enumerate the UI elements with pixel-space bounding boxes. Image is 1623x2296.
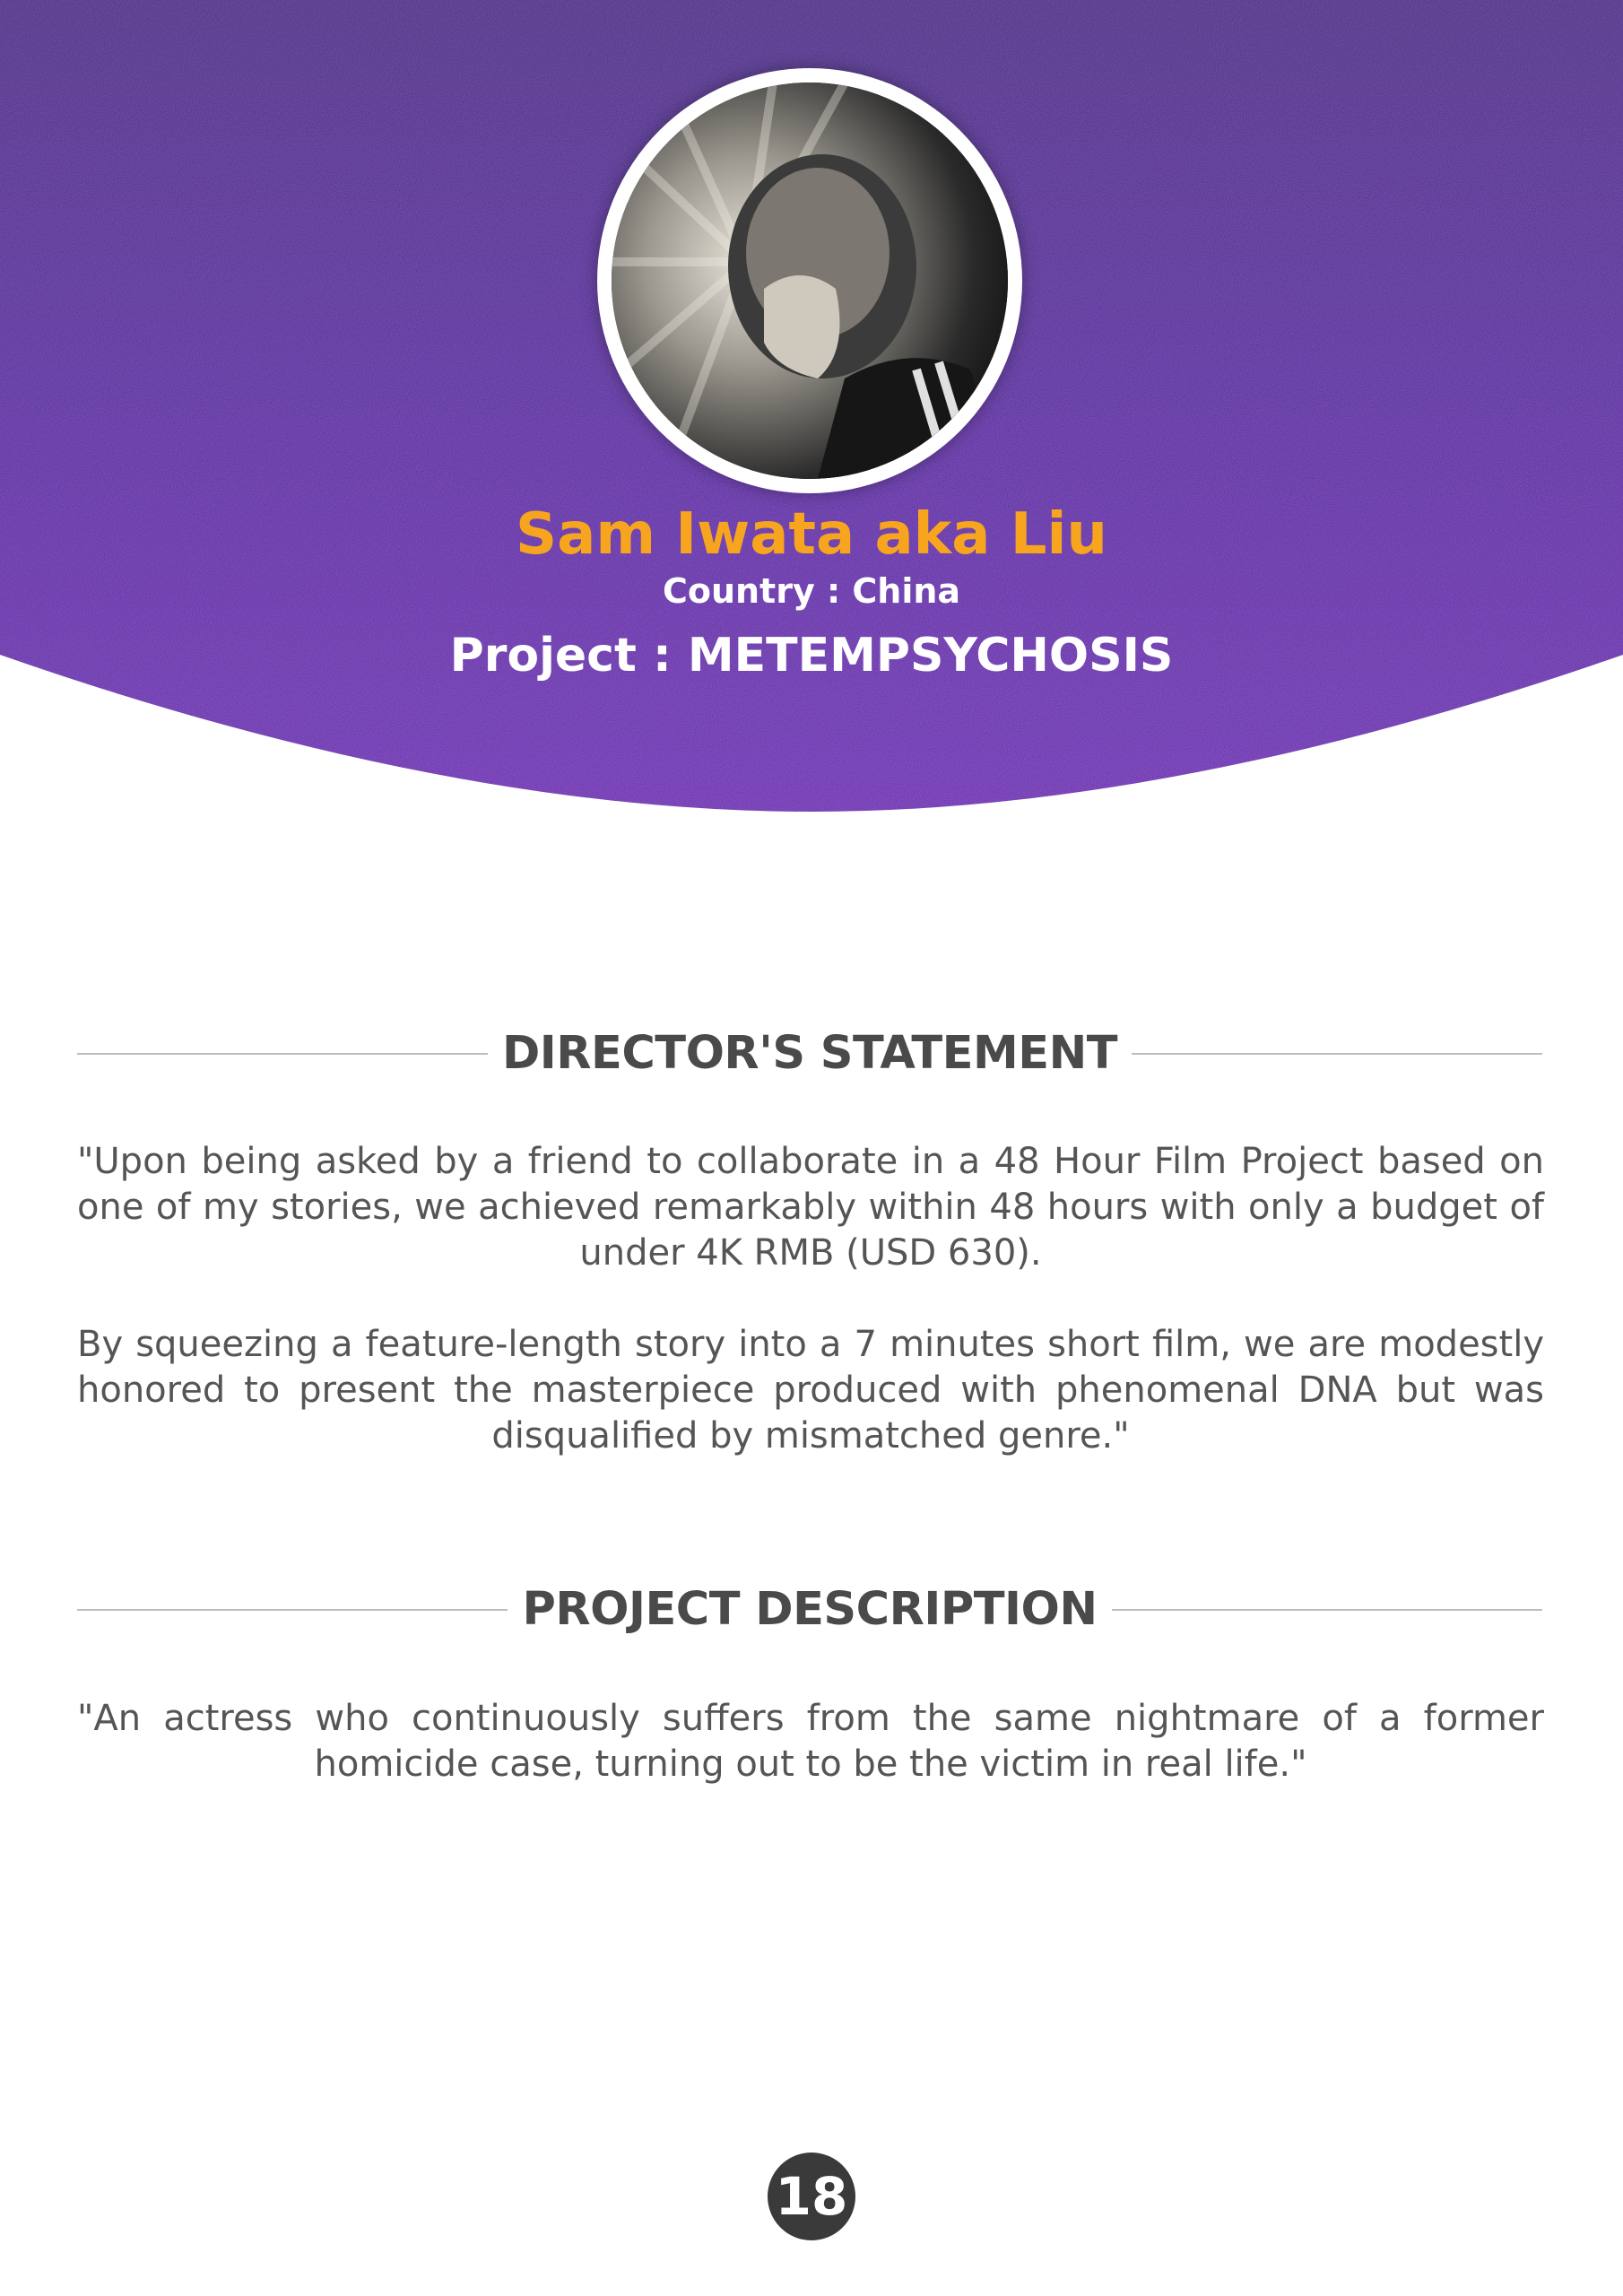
directors-statement-paragraph: "Upon being asked by a friend to collaborate in a 48 Hour Film Project based on one of my stories, we achieved remarkably within 48 hours with only a budget of under 4K RMB (USD 630). [77, 1141, 1544, 1274]
portrait-photo [612, 83, 1008, 479]
project-title: Project : METEMPSYCHOSIS [449, 629, 1174, 683]
directors-statement-heading: DIRECTOR'S STATEMENT [501, 1027, 1118, 1080]
country-label: Country : China [662, 571, 961, 611]
page-number: 18 [768, 2152, 855, 2240]
project-description-heading-row [77, 1582, 1542, 1638]
directors-statement-heading-row [77, 1026, 1542, 1082]
divider-rule-left [77, 1053, 488, 1055]
project-description-heading: PROJECT DESCRIPTION [522, 1583, 1098, 1636]
project-description-paragraph: "An actress who continuously suffers from the same nightmare of a former homicide case, turning out to be the victim in real life." [77, 1698, 1544, 1785]
person-name: Sam Iwata aka Liu [516, 501, 1107, 568]
divider-rule-left [77, 1609, 508, 1611]
directors-statement-paragraph: By squeezing a feature-length story into a 7 minutes short film, we are modestly honored to present the masterpiece produced with phenomenal DNA but was disqualified by mismatched genre." [77, 1324, 1544, 1457]
divider-rule-right [1132, 1053, 1542, 1055]
divider-rule-right [1112, 1609, 1542, 1611]
